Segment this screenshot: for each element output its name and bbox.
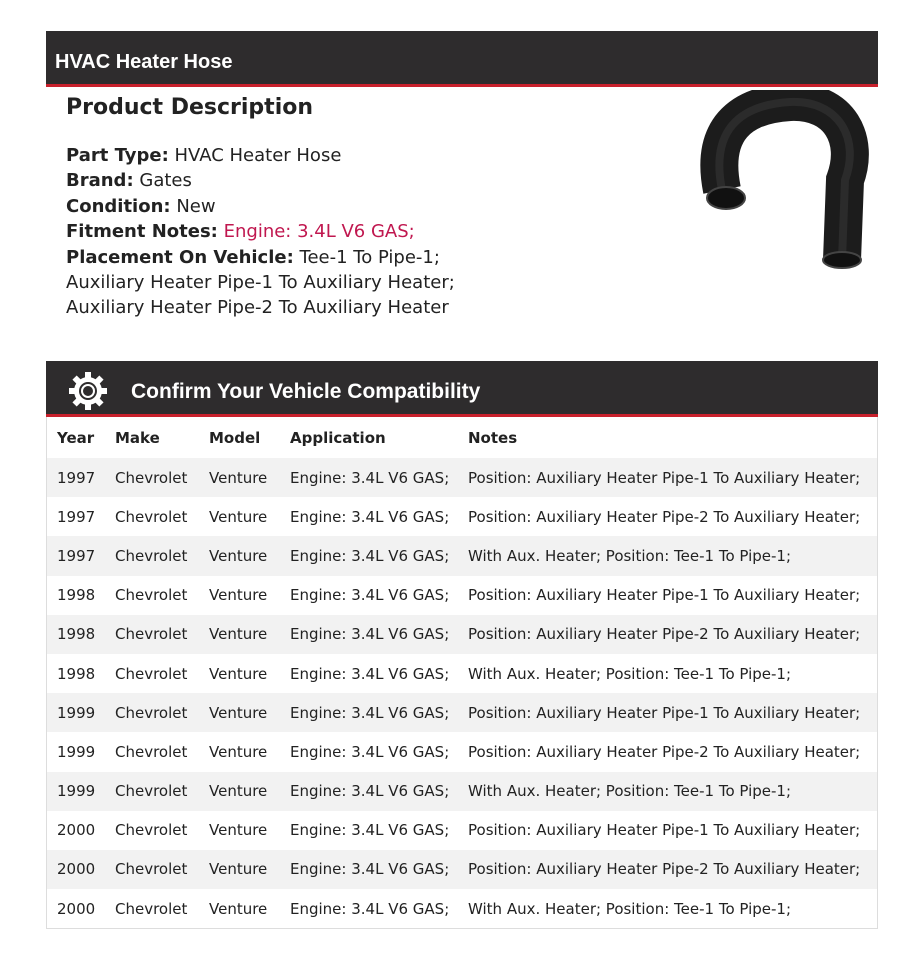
table-cell: Engine: 3.4L V6 GAS; (290, 821, 450, 840)
heater-hose-image (700, 90, 875, 275)
table-row (47, 497, 877, 536)
column-header: Year (57, 428, 95, 447)
product-description (66, 95, 455, 321)
table-cell: Position: Auxiliary Heater Pipe-2 To Auxiliary Heater; (468, 625, 861, 644)
table-cell: Engine: 3.4L V6 GAS; (290, 586, 450, 605)
table-cell: Chevrolet (115, 742, 188, 761)
table-cell: Engine: 3.4L V6 GAS; (290, 899, 450, 918)
condition-label: Condition: (66, 195, 171, 217)
brand-label: Brand: (66, 170, 134, 192)
placement-label: Placement On Vehicle: (66, 246, 294, 268)
table-cell: Position: Auxiliary Heater Pipe-1 To Auxiliary Heater; (468, 586, 861, 605)
part-type-value: HVAC Heater Hose (174, 145, 342, 166)
compatibility-title-bar (46, 361, 878, 417)
compatibility-table (46, 417, 878, 929)
table-cell: With Aux. Heater; Position: Tee-1 To Pipe-1; (468, 546, 792, 565)
table-cell: Venture (209, 899, 268, 918)
table-cell: Position: Auxiliary Heater Pipe-2 To Auxiliary Heater; (468, 860, 861, 879)
table-cell: Chevrolet (115, 586, 188, 605)
gear-icon (68, 371, 108, 411)
column-header: Application (290, 428, 386, 447)
table-cell: Venture (209, 546, 268, 565)
table-cell: Chevrolet (115, 468, 188, 487)
product-title: HVAC Heater Hose (55, 51, 233, 73)
table-cell: Venture (209, 860, 268, 879)
table-row (47, 654, 877, 693)
table-cell: Position: Auxiliary Heater Pipe-2 To Auxiliary Heater; (468, 507, 861, 526)
table-cell: Venture (209, 468, 268, 487)
table-cell: Position: Auxiliary Heater Pipe-1 To Auxiliary Heater; (468, 703, 861, 722)
table-cell: 1998 (57, 625, 96, 644)
table-cell: 2000 (57, 860, 96, 879)
table-cell: 1997 (57, 468, 96, 487)
table-cell: Venture (209, 703, 268, 722)
column-header: Model (209, 428, 261, 447)
table-cell: Position: Auxiliary Heater Pipe-2 To Auxiliary Heater; (468, 742, 861, 761)
table-row (47, 615, 877, 654)
table-cell: Venture (209, 821, 268, 840)
table-cell: Engine: 3.4L V6 GAS; (290, 546, 450, 565)
table-row (47, 811, 877, 850)
table-row (47, 458, 877, 497)
fitment-label: Fitment Notes: (66, 221, 218, 243)
table-cell: Chevrolet (115, 664, 188, 683)
table-row (47, 889, 877, 928)
column-header: Notes (468, 428, 518, 447)
table-cell: Engine: 3.4L V6 GAS; (290, 468, 450, 487)
product-title-bar (46, 31, 878, 87)
table-cell: 1998 (57, 664, 96, 683)
table-cell: 1997 (57, 546, 96, 565)
table-cell: Chevrolet (115, 703, 188, 722)
table-row (47, 693, 877, 732)
table-cell: Engine: 3.4L V6 GAS; (290, 625, 450, 644)
table-cell: Engine: 3.4L V6 GAS; (290, 782, 450, 801)
compatibility-title: Confirm Your Vehicle Compatibility (131, 380, 481, 403)
table-cell: Chevrolet (115, 507, 188, 526)
table-cell: 1998 (57, 586, 96, 605)
table-row (47, 772, 877, 811)
table-row (47, 536, 877, 575)
table-cell: 1999 (57, 703, 96, 722)
table-cell: Chevrolet (115, 821, 188, 840)
table-cell: Venture (209, 782, 268, 801)
table-cell: Venture (209, 586, 268, 605)
table-cell: Chevrolet (115, 546, 188, 565)
table-cell: Chevrolet (115, 625, 188, 644)
table-cell: With Aux. Heater; Position: Tee-1 To Pipe-1; (468, 664, 792, 683)
table-cell: Position: Auxiliary Heater Pipe-1 To Auxiliary Heater; (468, 821, 861, 840)
part-type-label: Part Type: (66, 145, 169, 166)
table-cell: Venture (209, 625, 268, 644)
table-cell: Engine: 3.4L V6 GAS; (290, 664, 450, 683)
brand-value: Gates (139, 170, 192, 192)
table-header (47, 417, 877, 458)
table-cell: 1999 (57, 742, 96, 761)
table-cell: Chevrolet (115, 782, 188, 801)
table-cell: With Aux. Heater; Position: Tee-1 To Pipe-1; (468, 899, 792, 918)
table-cell: Engine: 3.4L V6 GAS; (290, 742, 450, 761)
placement-value: Auxiliary Heater Pipe-2 To Auxiliary Heater (66, 297, 449, 319)
table-cell: Engine: 3.4L V6 GAS; (290, 860, 450, 879)
placement-value: Auxiliary Heater Pipe-1 To Auxiliary Heater; (66, 272, 455, 294)
condition-value: New (176, 195, 216, 217)
table-cell: 1999 (57, 782, 96, 801)
fitment-value: Engine: 3.4L V6 GAS; (223, 221, 415, 243)
table-cell: Engine: 3.4L V6 GAS; (290, 703, 450, 722)
table-cell: Chevrolet (115, 899, 188, 918)
table-cell: Venture (209, 742, 268, 761)
table-row (47, 732, 877, 771)
table-cell: Position: Auxiliary Heater Pipe-1 To Auxiliary Heater; (468, 468, 861, 487)
table-cell: With Aux. Heater; Position: Tee-1 To Pipe-1; (468, 782, 792, 801)
table-row (47, 850, 877, 889)
table-cell: Engine: 3.4L V6 GAS; (290, 507, 450, 526)
table-cell: Venture (209, 507, 268, 526)
table-row (47, 576, 877, 615)
table-cell: 1997 (57, 507, 96, 526)
table-cell: 2000 (57, 821, 96, 840)
table-cell: 2000 (57, 899, 96, 918)
description-heading: Product Description (66, 95, 314, 120)
table-cell: Venture (209, 664, 268, 683)
placement-value: Tee-1 To Pipe-1; (299, 246, 440, 268)
column-header: Make (115, 428, 160, 447)
table-cell: Chevrolet (115, 860, 188, 879)
